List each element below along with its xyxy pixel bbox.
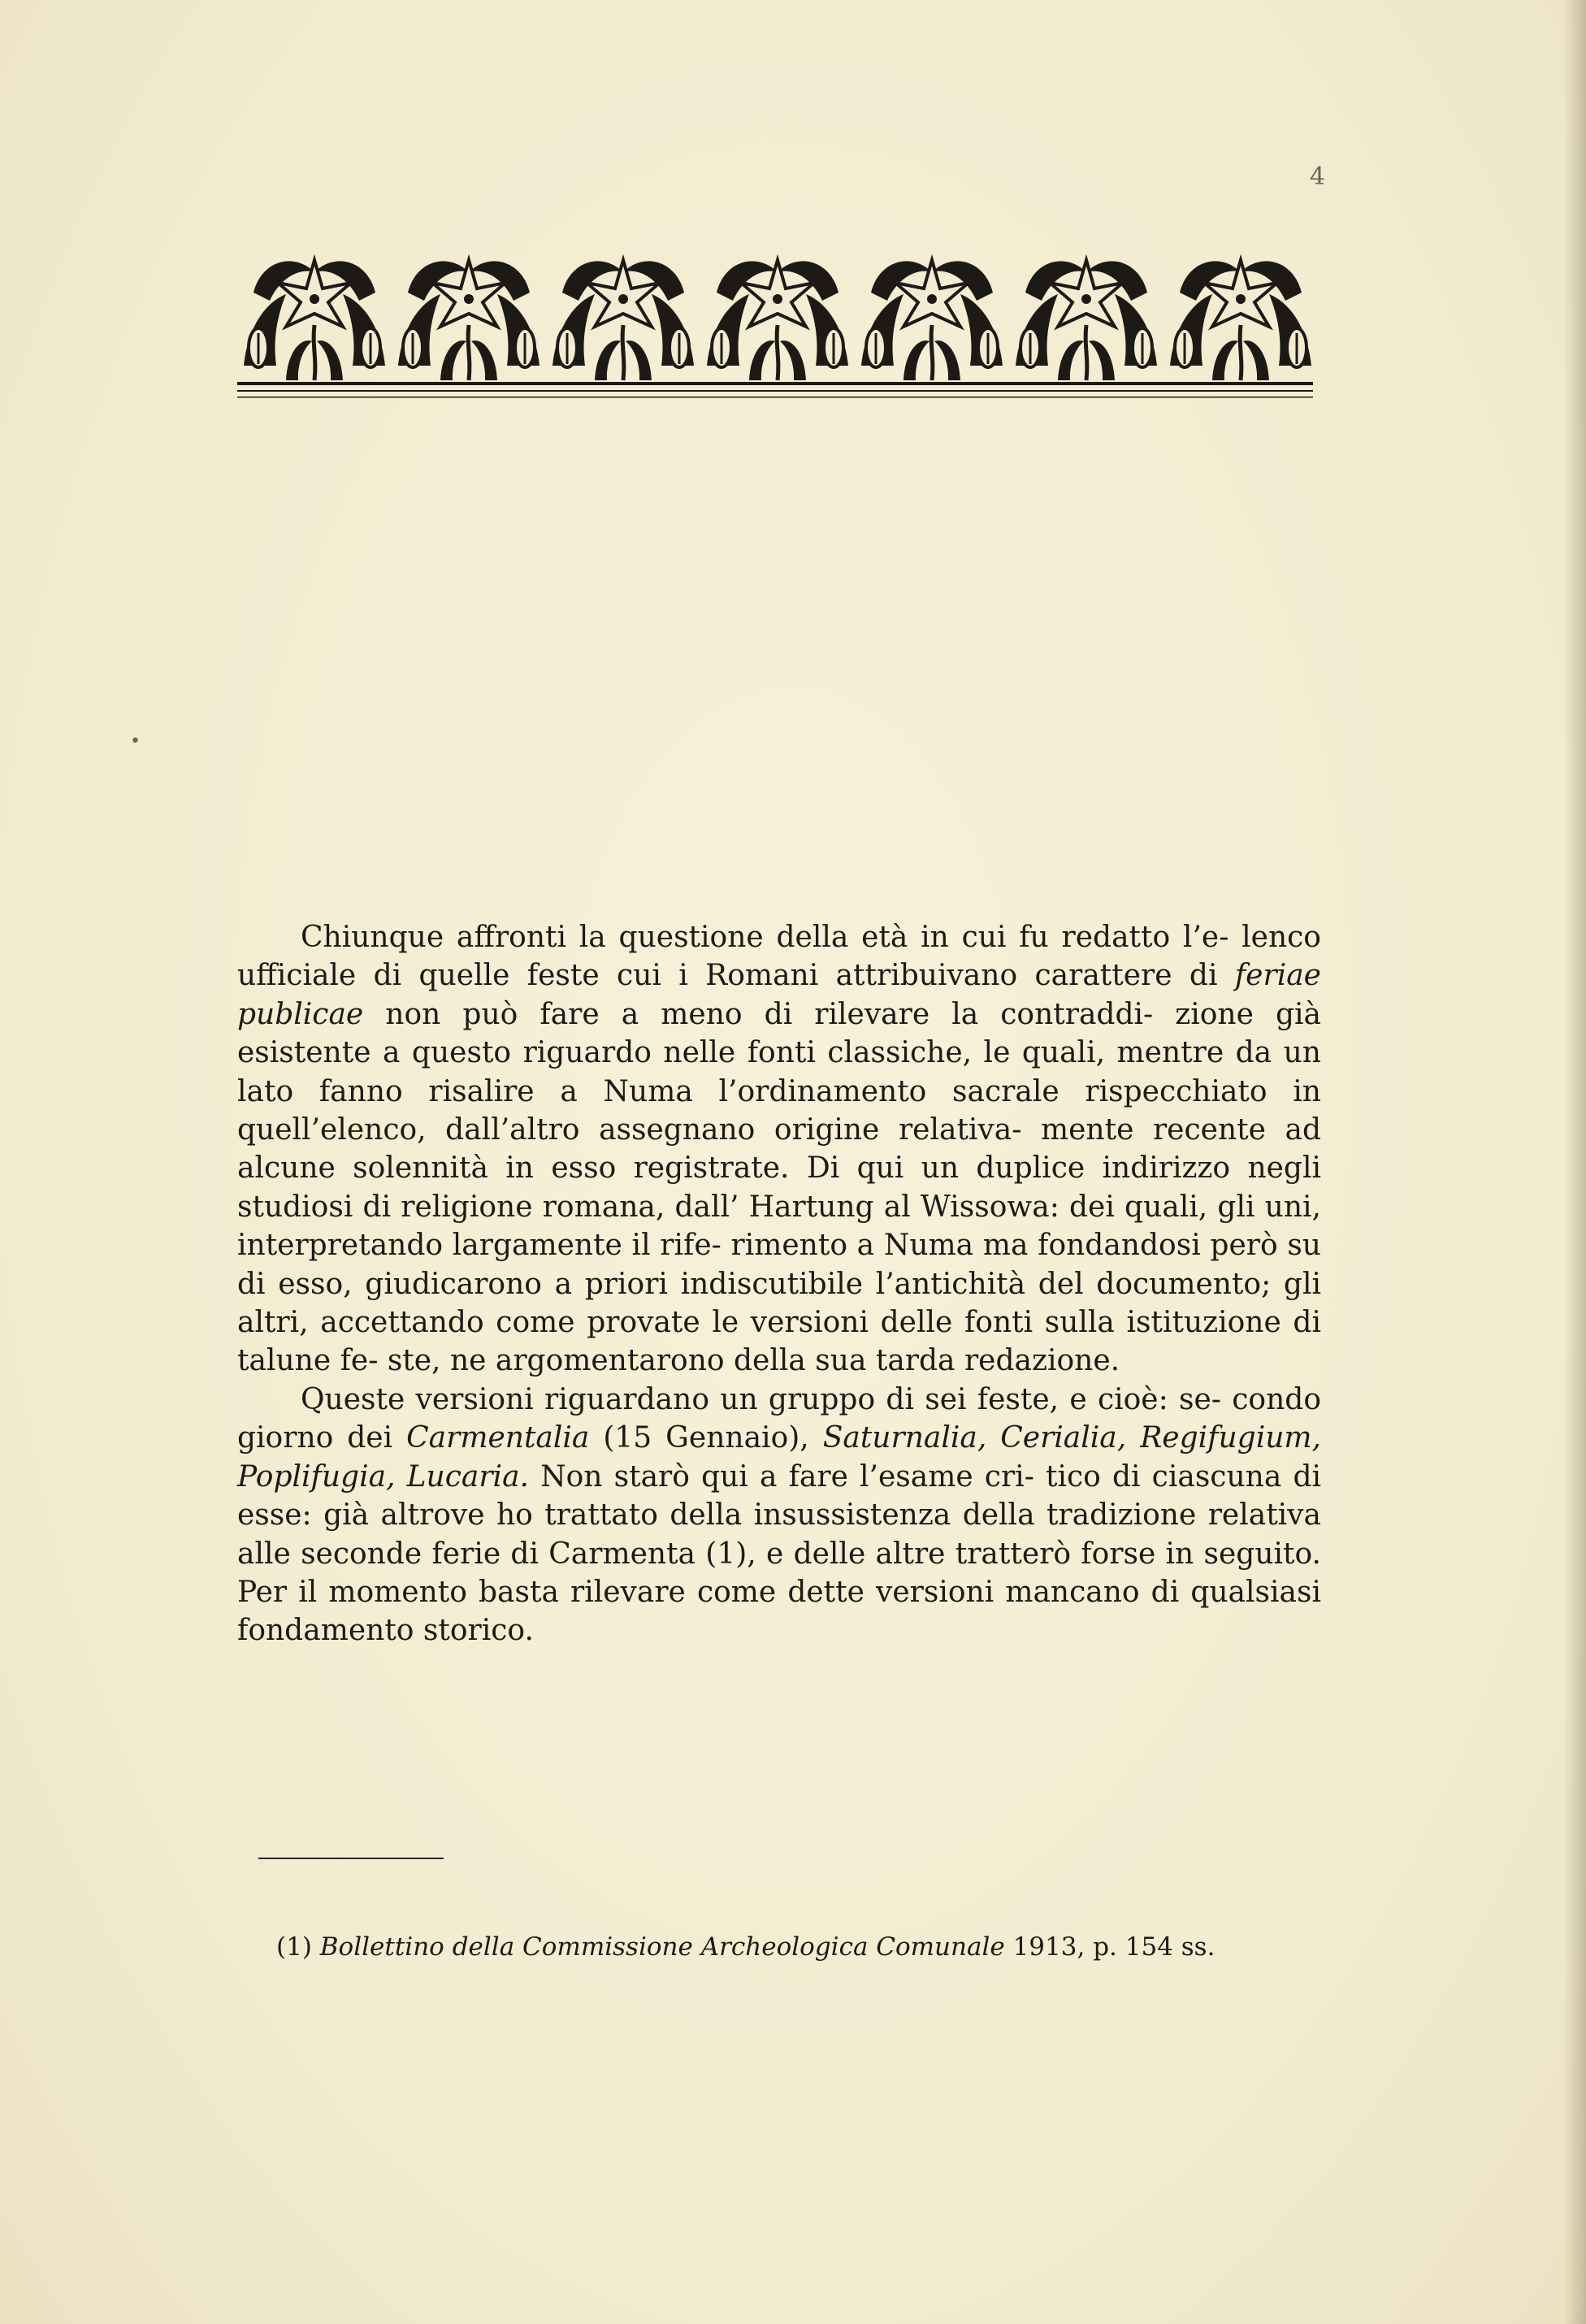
footnote-divider	[258, 1858, 444, 1859]
main-text	[237, 918, 1321, 1650]
paragraph-1	[237, 918, 1321, 1381]
text-line: tico di ciascuna di esse: già altrove ho trattato della insussistenza	[237, 1459, 1321, 1533]
text-line: zione già esistente a questo riguardo nelle fonti classiche, le quali,	[237, 997, 1321, 1070]
text-line: rispecchiato in quell’elenco, dall’altro assegnano origine relativa-	[237, 1074, 1321, 1147]
text-line: duplice indirizzo negli studiosi di religione romana, dall’ Hartung	[237, 1151, 1322, 1224]
text-line: al Wissowa: dei quali, gli uni, interpretando largamente il rife-	[237, 1190, 1321, 1263]
text-line: come provate le versioni delle fonti sulla istituzione di talune fe-	[237, 1306, 1321, 1378]
paper-speck: •	[130, 731, 141, 752]
text-line: non può fare a meno di rilevare la contraddi-	[363, 997, 1154, 1031]
footnote-citation: 1913, p. 154 ss.	[1004, 1932, 1216, 1962]
footnote-title: Bollettino della Commissione Archeologica Comunale	[319, 1932, 1005, 1962]
footnote-marker: (1)	[276, 1932, 320, 1962]
italic-term: feriae publicae	[237, 959, 1321, 1031]
floral-frieze-icon	[237, 244, 1313, 402]
text-line: mente recente ad alcune solennità in esso registrate. Di qui un	[237, 1113, 1321, 1186]
text-line: ste, ne argomentarono della sua tarda redazione.	[387, 1344, 1120, 1378]
text-line: mentre da un lato fanno risalire a Numa l’ordinamento sacrale	[237, 1036, 1321, 1108]
text-line: Queste versioni riguardano un gruppo di sei feste, e cioè: se-	[301, 1382, 1221, 1416]
text-line: altre tratterò forse in seguito. Per il momento basta rilevare come	[237, 1537, 1321, 1609]
page-edge-shadow	[1563, 0, 1586, 2324]
paragraph-2	[237, 1381, 1321, 1650]
italic-term: Saturnalia, Cerialia,	[822, 1421, 1127, 1455]
text-line: rimento a Numa ma fondandosi però su di esso, giudicarono a	[237, 1229, 1321, 1301]
page-number-mark: 4	[1310, 163, 1326, 191]
italic-term: Carmentalia	[406, 1421, 590, 1455]
text-line: della tradizione relativa alle seconde ferie di Carmenta (1), e delle	[237, 1498, 1321, 1571]
text-line: priori indiscutibile l’antichità del documento; gli altri, accettando	[237, 1267, 1321, 1340]
text-line: (15 Gennaio),	[589, 1421, 823, 1455]
text-line: lenco ufficiale di quelle feste cui i Romani attribuivano carattere	[237, 921, 1321, 993]
text-line: Non starò qui a fare l’esame cri-	[528, 1459, 1034, 1494]
footnote	[276, 1931, 1332, 1963]
text-line: di	[1189, 959, 1235, 993]
italic-term: Regifugium, Poplifugia, Lucaria.	[237, 1421, 1321, 1494]
text-line: Chiunque affronti la questione della età in cui fu redatto l’e-	[301, 921, 1229, 954]
text-line: dette versioni mancano di qualsiasi fondamento storico.	[237, 1575, 1321, 1648]
text-line: condo giorno dei	[237, 1382, 1321, 1455]
